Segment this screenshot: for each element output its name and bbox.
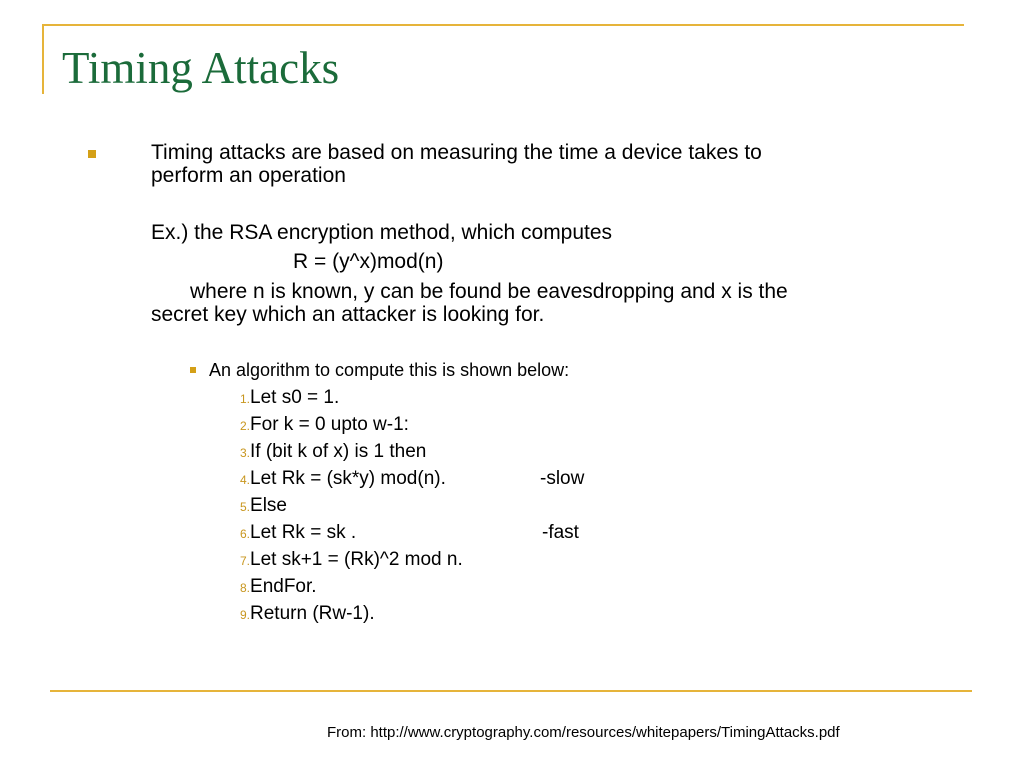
algorithm-step bbox=[240, 546, 463, 573]
step-number: 7. bbox=[240, 554, 251, 568]
rsa-formula: R = (y^x)mod(n) bbox=[293, 250, 444, 273]
step-text: EndFor. bbox=[250, 576, 317, 597]
sub-square-bullet-icon bbox=[190, 367, 196, 373]
step-number: 1. bbox=[240, 392, 251, 406]
step-number: 2. bbox=[240, 419, 251, 433]
main-bullet-line-1: Timing attacks are based on measuring the time a device takes to bbox=[151, 141, 762, 164]
where-line-2: secret key which an attacker is looking for. bbox=[151, 303, 545, 326]
main-bullet-line-2: perform an operation bbox=[151, 164, 346, 187]
slide-title: Timing Attacks bbox=[62, 43, 340, 93]
step-number: 6. bbox=[240, 527, 251, 541]
algorithm-step bbox=[240, 465, 585, 492]
step-number: 4. bbox=[240, 473, 251, 487]
step-text: Let sk+1 = (Rk)^2 mod n. bbox=[250, 549, 463, 570]
top-border-line bbox=[42, 24, 964, 26]
algorithm-step-list bbox=[240, 384, 585, 627]
where-explanation bbox=[151, 280, 788, 326]
step-text: Else bbox=[250, 495, 287, 516]
step-timing-note: -slow bbox=[540, 468, 585, 489]
square-bullet-icon bbox=[88, 150, 96, 158]
algorithm-step bbox=[240, 600, 463, 627]
step-number: 9. bbox=[240, 608, 251, 622]
algorithm-step bbox=[240, 492, 463, 519]
step-text: Return (Rw-1). bbox=[250, 603, 375, 624]
step-text: Let Rk = (sk*y) mod(n). bbox=[250, 468, 446, 489]
step-text: For k = 0 upto w-1: bbox=[250, 414, 409, 435]
step-number: 3. bbox=[240, 446, 251, 460]
bottom-divider-line bbox=[50, 690, 972, 692]
step-number: 8. bbox=[240, 581, 251, 595]
step-text: Let Rk = sk . bbox=[250, 522, 357, 543]
algorithm-step bbox=[240, 384, 463, 411]
main-bullet-text bbox=[151, 141, 762, 187]
source-footer: From: http://www.cryptography.com/resources/whitepapers/TimingAttacks.pdf bbox=[327, 724, 840, 741]
step-text: If (bit k of x) is 1 then bbox=[250, 441, 427, 462]
algorithm-step bbox=[240, 438, 463, 465]
algorithm-step bbox=[240, 411, 463, 438]
sub-bullet-text: An algorithm to compute this is shown below: bbox=[209, 360, 570, 380]
algorithm-step bbox=[240, 519, 579, 546]
step-text: Let s0 = 1. bbox=[250, 387, 340, 408]
example-intro: Ex.) the RSA encryption method, which computes bbox=[151, 221, 613, 244]
algorithm-step bbox=[240, 573, 463, 600]
where-line-1: where n is known, y can be found be eavesdropping and x is the bbox=[190, 280, 788, 303]
step-timing-note: -fast bbox=[542, 522, 579, 543]
step-number: 5. bbox=[240, 500, 251, 514]
left-border-line bbox=[42, 24, 44, 94]
